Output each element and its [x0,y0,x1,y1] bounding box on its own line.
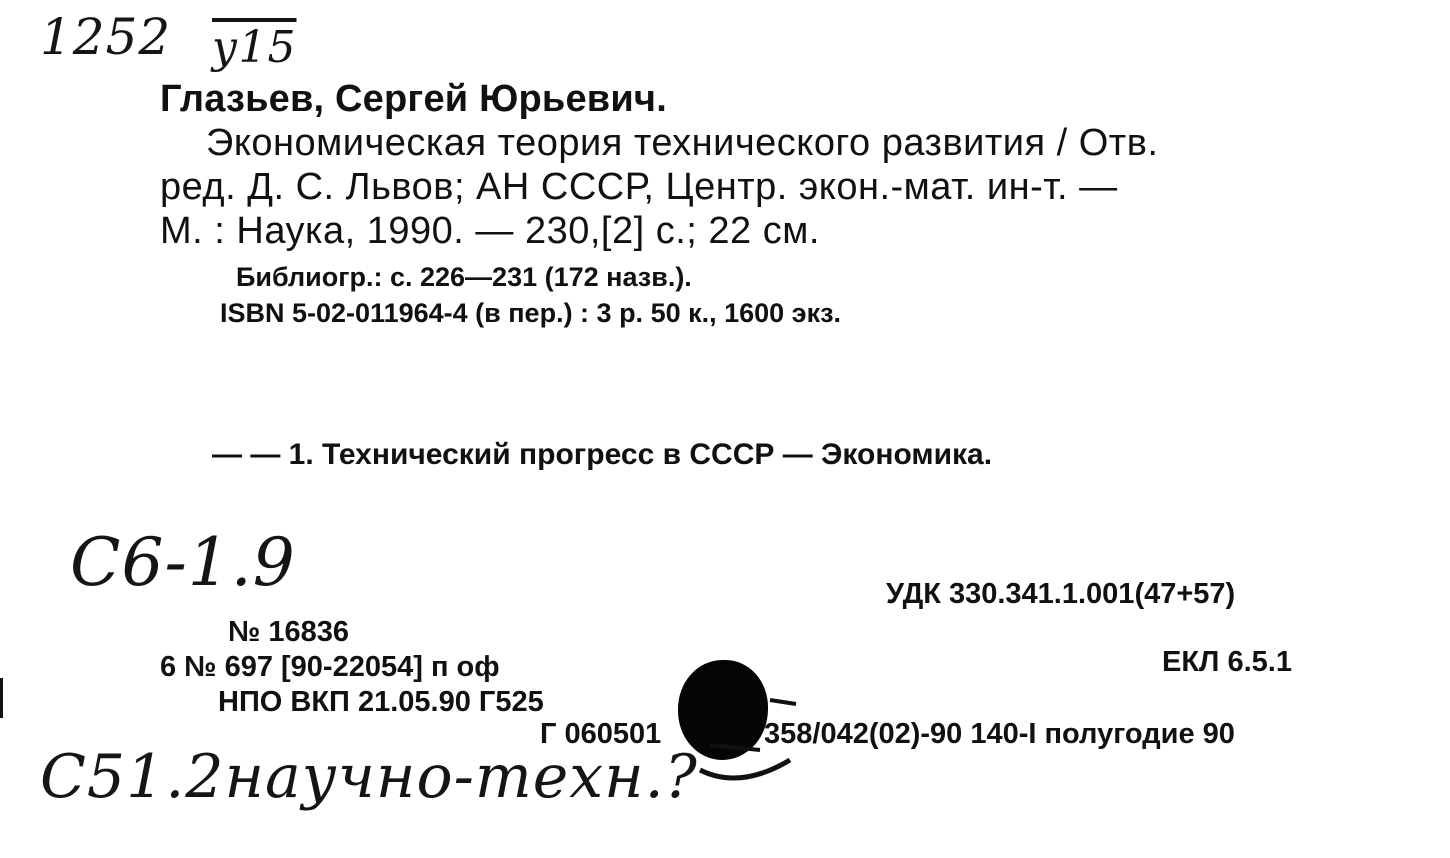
order-code: 6 № 697 [90-22054] п оф [160,651,500,683]
card-number: № 16836 [228,616,350,648]
title-line-3: М. : Наука, 1990. — 230,[2] с.; 22 см. [160,210,820,252]
handwritten-bottom-note: С51.2научно-техн.? [40,742,698,812]
bibliography-note: Библиогр.: с. 226—231 (172 назв.). [236,262,692,292]
g-code-rest: 358/042(02)-90 140-I полугодие 90 [764,718,1235,750]
handwritten-number: 1252 [40,8,172,66]
handwritten-classification: С6-1.9 [70,524,296,601]
g-code: Г 060501 [540,718,662,750]
ekl-code: ЕКЛ 6.5.1 [1162,646,1292,678]
isbn-line: ISBN 5-02-011964-4 (в пер.) : 3 р. 50 к., 1600 экз. [220,298,842,328]
npo-code: НПО ВКП 21.05.90 Г525 [218,686,544,718]
udk-code: УДК 330.341.1.001(47+57) [886,578,1236,610]
title-line-2: ред. Д. С. Львов; АН СССР, Центр. экон.-мат. ин-т. — [160,166,1118,208]
title-line-1: Экономическая теория технического развития / Отв. [206,122,1159,164]
handwritten-code: у15 [212,22,297,73]
card-edge-mark [0,678,3,718]
author-name: Глазьев, Сергей Юрьевич. [160,78,667,120]
subject-heading: — — 1. Технический прогресс в СССР — Экономика. [212,438,993,471]
